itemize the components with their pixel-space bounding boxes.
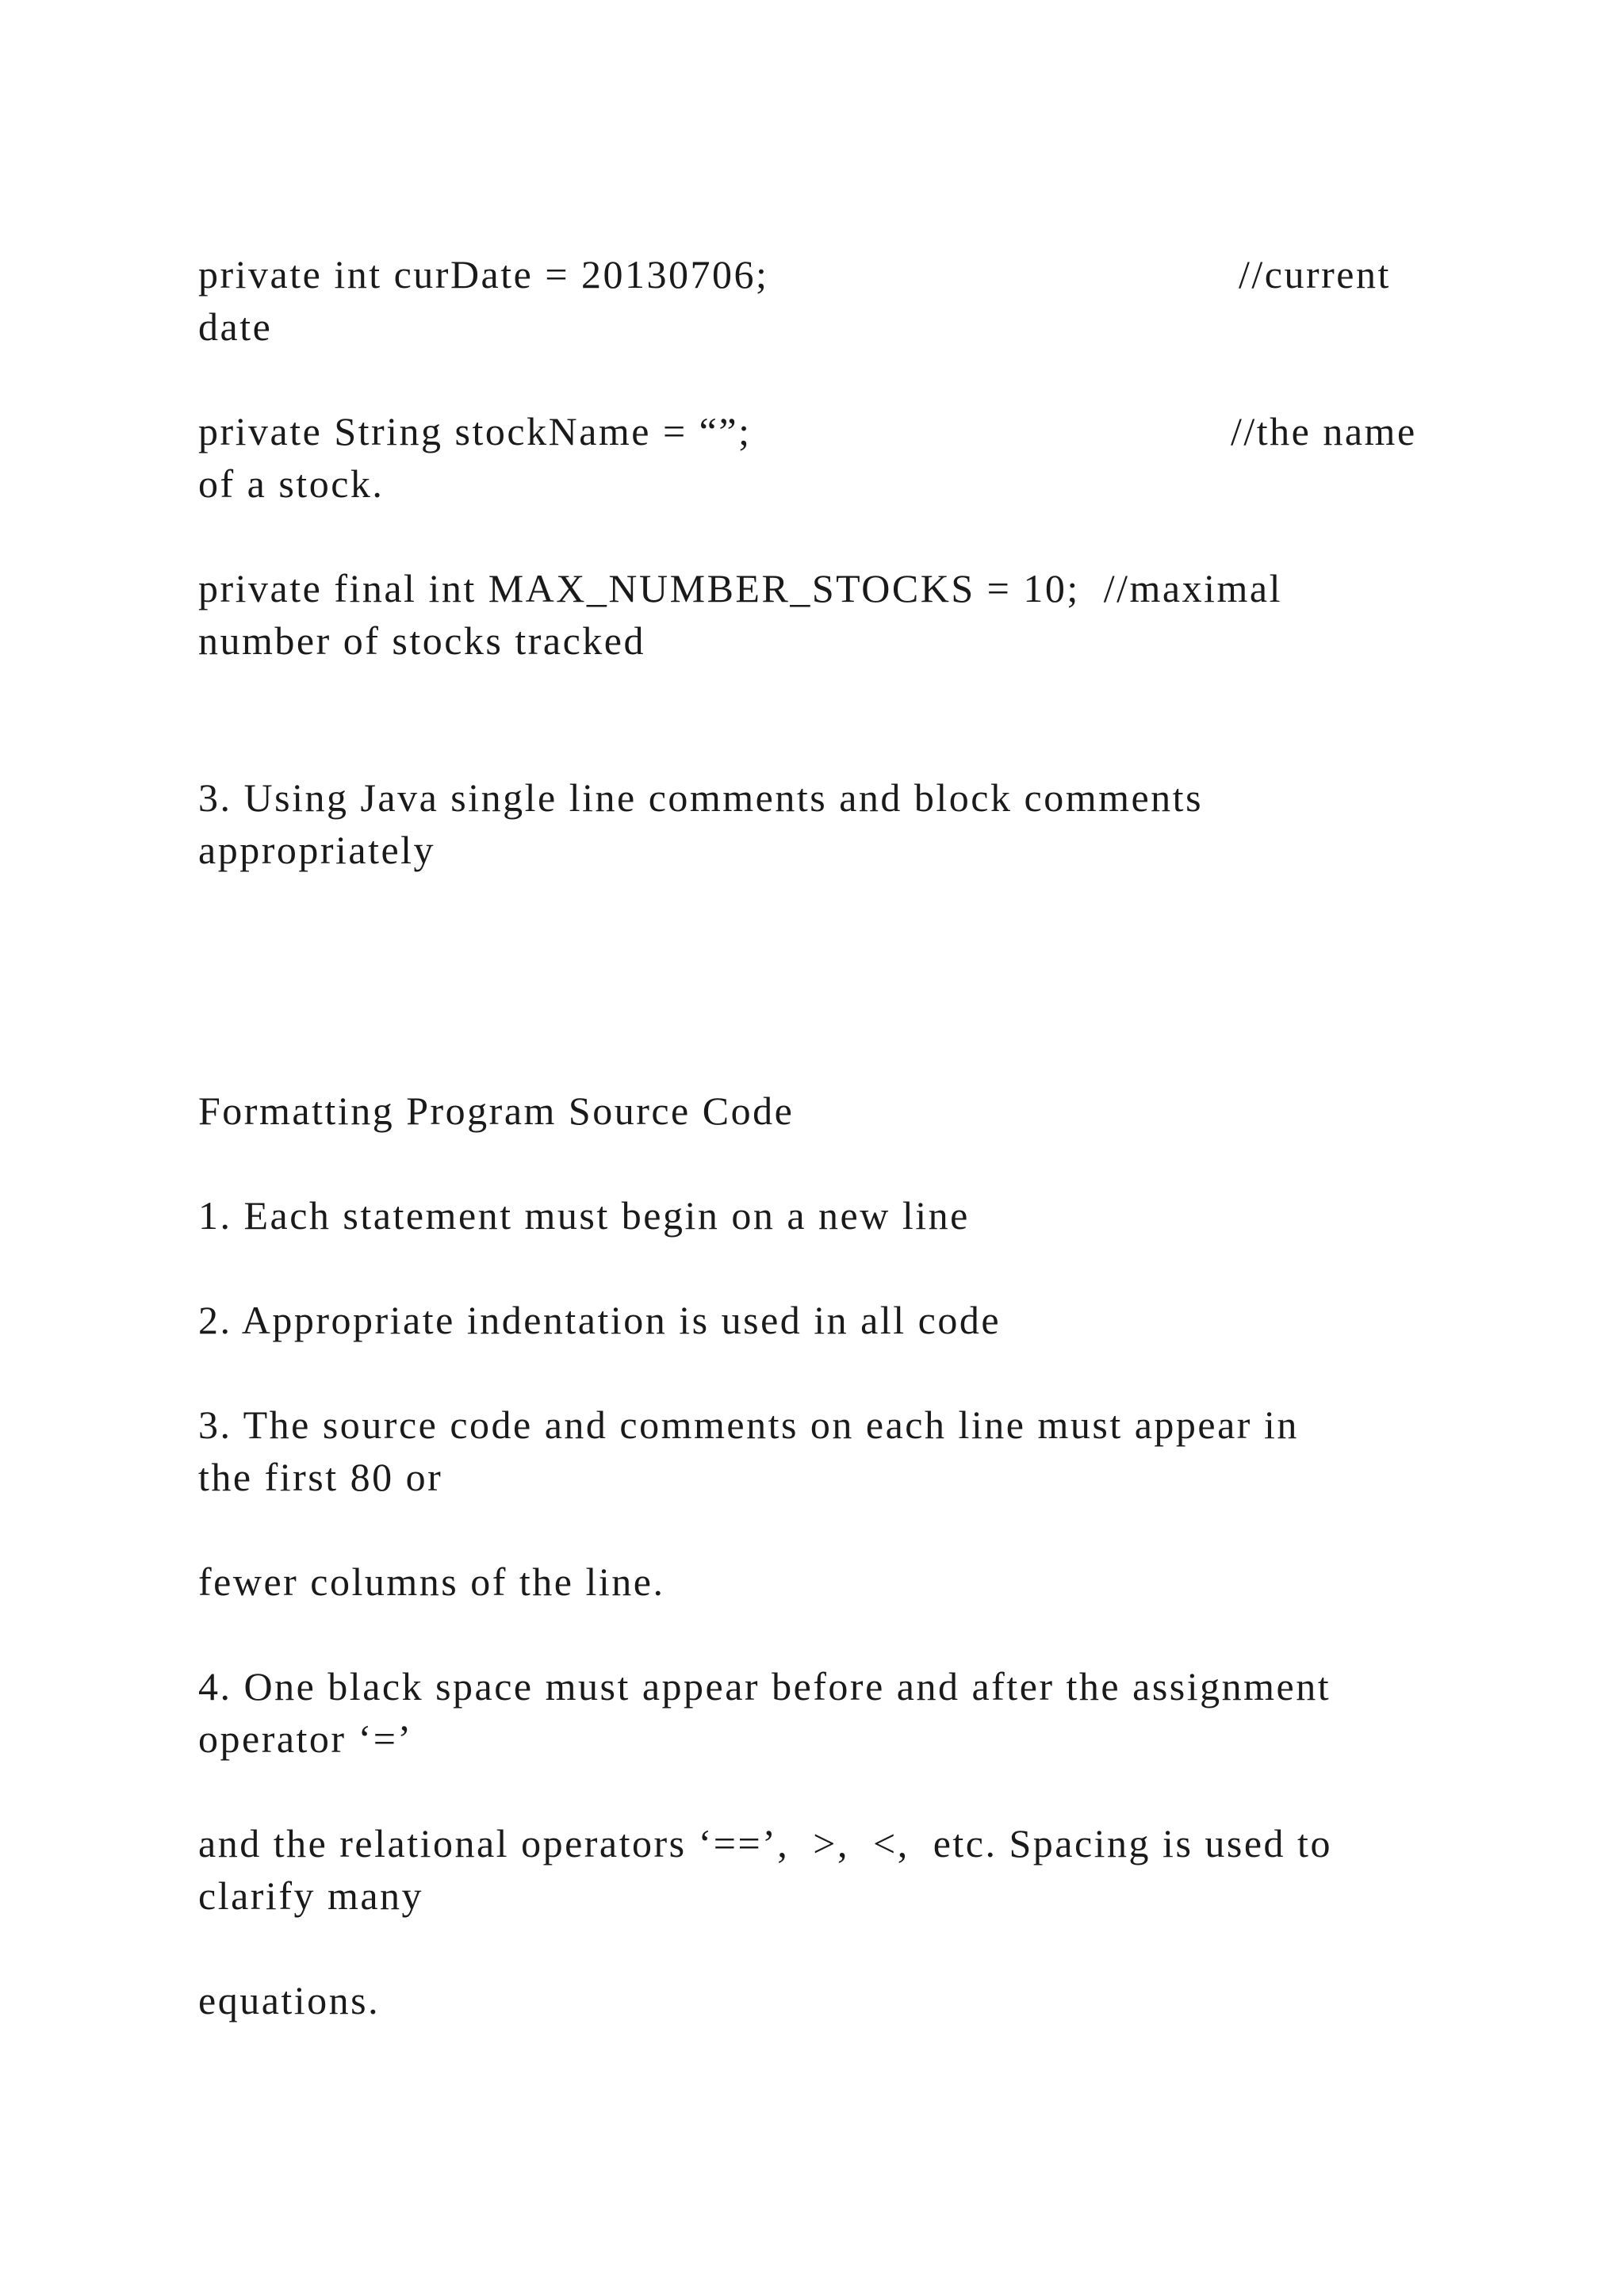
rule-4-line5: equations. [198,1978,381,2022]
rule-3-line3: fewer columns of the line. [198,1559,665,1604]
code-comment-curdate: //current [1239,252,1391,297]
rule-4-line4: clarify many [198,1873,424,1918]
rule-2: 2. Appropriate indentation is used in all code [198,1298,1002,1342]
rule-4-line1: 4. One black space must appear before and after the assignment [198,1664,1331,1709]
code-line-curdate: private int curDate = 20130706; [198,252,769,297]
rule-3-line2: the first 80 or [198,1455,443,1499]
code-comment-continuation-curdate: date [198,304,273,349]
rule-4-line2: operator ‘=’ [198,1716,413,1761]
code-comment-continuation-stockname: of a stock. [198,461,385,506]
rule-4-line3: and the relational operators ‘==’, >, <, etc. Spacing is used to [198,1821,1332,1866]
section-title: Formatting Program Source Code [198,1089,795,1133]
rule-1: 1. Each statement must begin on a new line [198,1193,970,1238]
item3-line2: appropriately [198,828,436,872]
code-comment-continuation-max-stocks: number of stocks tracked [198,618,646,663]
item3-line1: 3. Using Java single line comments and block comments [198,775,1204,820]
code-line-stockname: private String stockName = “”; [198,409,752,453]
code-comment-stockname: //the name [1231,409,1417,453]
code-line-max-stocks: private final int MAX_NUMBER_STOCKS = 10; //maximal [198,566,1282,610]
rule-3-line1: 3. The source code and comments on each line must appear in [198,1402,1299,1447]
